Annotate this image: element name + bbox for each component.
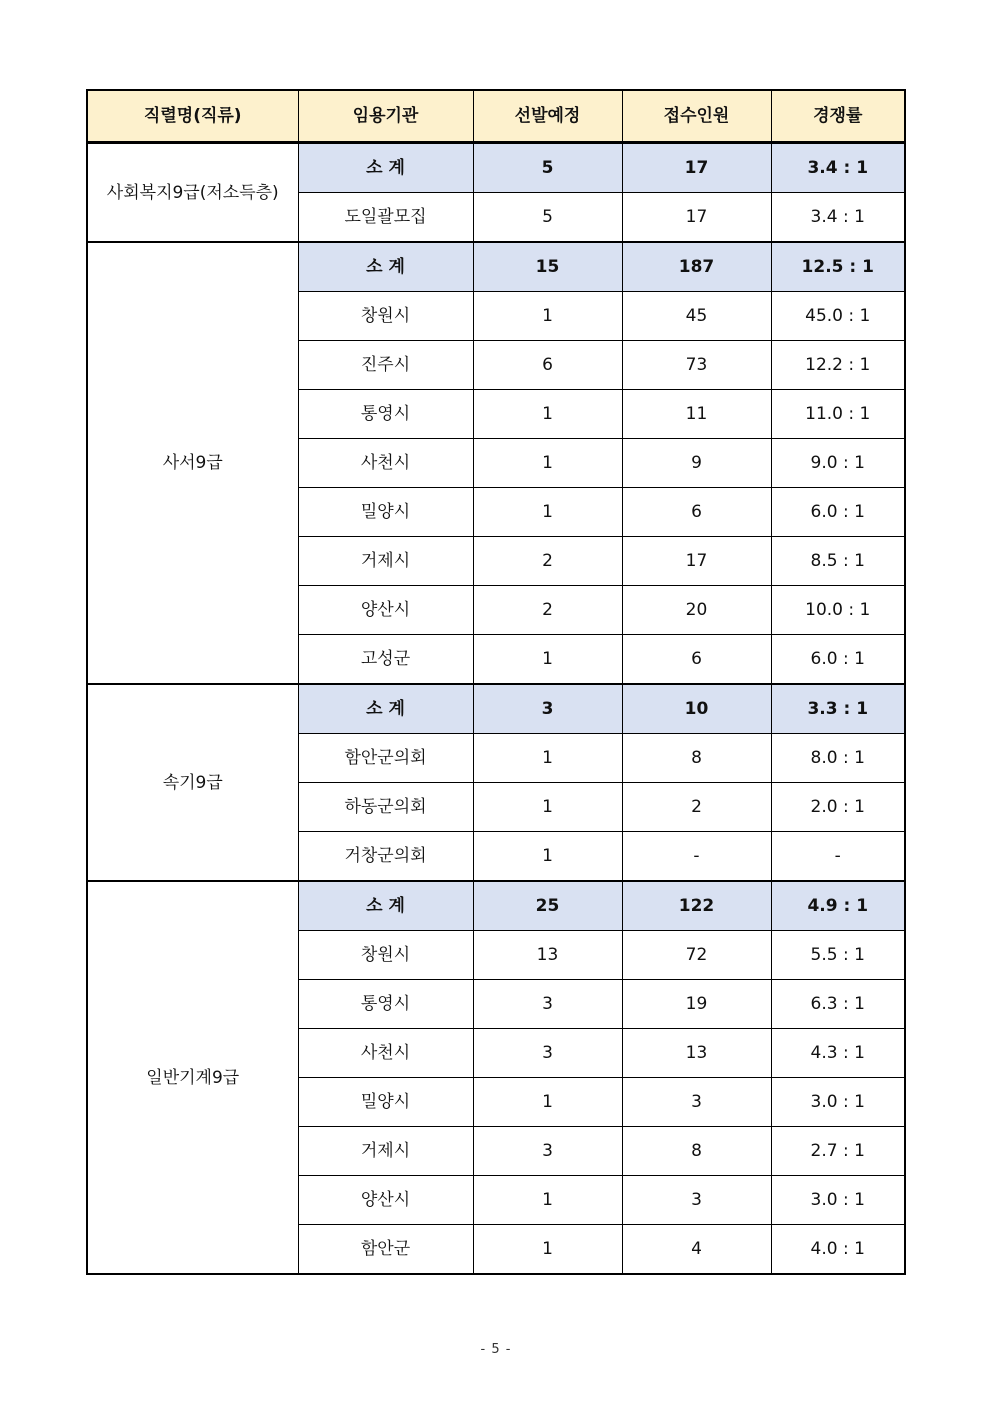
subtotal-label: 소 계 <box>298 143 473 193</box>
ratio-cell: 4.0 : 1 <box>771 1225 905 1275</box>
planned-cell: 1 <box>473 488 622 537</box>
agency-cell: 고성군 <box>298 635 473 685</box>
header-applicants: 접수인원 <box>622 90 771 143</box>
agency-cell: 사천시 <box>298 1029 473 1078</box>
ratio-cell: 5.5 : 1 <box>771 931 905 980</box>
subtotal-planned: 3 <box>473 684 622 734</box>
planned-cell: 2 <box>473 537 622 586</box>
agency-cell: 거제시 <box>298 1127 473 1176</box>
ratio-cell: 12.2 : 1 <box>771 341 905 390</box>
ratio-cell: 3.0 : 1 <box>771 1078 905 1127</box>
position-name: 사서9급 <box>87 242 298 684</box>
planned-cell: 6 <box>473 341 622 390</box>
ratio-cell: 10.0 : 1 <box>771 586 905 635</box>
planned-cell: 1 <box>473 439 622 488</box>
applicants-cell: 2 <box>622 783 771 832</box>
ratio-cell: 3.4 : 1 <box>771 193 905 243</box>
agency-cell: 양산시 <box>298 586 473 635</box>
subtotal-row <box>87 881 905 931</box>
ratio-cell: 4.3 : 1 <box>771 1029 905 1078</box>
applicants-cell: 17 <box>622 537 771 586</box>
agency-cell: 거제시 <box>298 537 473 586</box>
subtotal-ratio: 4.9 : 1 <box>771 881 905 931</box>
planned-cell: 1 <box>473 292 622 341</box>
table-header <box>87 90 905 143</box>
subtotal-label: 소 계 <box>298 881 473 931</box>
applicants-cell: 3 <box>622 1176 771 1225</box>
position-name: 사회복지9급(저소득층) <box>87 143 298 243</box>
subtotal-applicants: 187 <box>622 242 771 292</box>
applicants-cell: 8 <box>622 734 771 783</box>
agency-cell: 밀양시 <box>298 1078 473 1127</box>
applicants-cell: 13 <box>622 1029 771 1078</box>
ratio-cell: 3.0 : 1 <box>771 1176 905 1225</box>
planned-cell: 13 <box>473 931 622 980</box>
applicants-cell: 8 <box>622 1127 771 1176</box>
planned-cell: 3 <box>473 1127 622 1176</box>
applicants-cell: 73 <box>622 341 771 390</box>
planned-cell: 1 <box>473 635 622 685</box>
planned-cell: 3 <box>473 1029 622 1078</box>
ratio-cell: 8.5 : 1 <box>771 537 905 586</box>
applicants-cell: - <box>622 832 771 882</box>
subtotal-planned: 25 <box>473 881 622 931</box>
subtotal-applicants: 17 <box>622 143 771 193</box>
agency-cell: 하동군의회 <box>298 783 473 832</box>
planned-cell: 1 <box>473 1176 622 1225</box>
planned-cell: 1 <box>473 832 622 882</box>
agency-cell: 거창군의회 <box>298 832 473 882</box>
applicants-cell: 45 <box>622 292 771 341</box>
planned-cell: 1 <box>473 783 622 832</box>
agency-cell: 창원시 <box>298 292 473 341</box>
agency-cell: 밀양시 <box>298 488 473 537</box>
ratio-cell: 45.0 : 1 <box>771 292 905 341</box>
ratio-cell: 6.3 : 1 <box>771 980 905 1029</box>
applicants-cell: 72 <box>622 931 771 980</box>
header-planned: 선발예정 <box>473 90 622 143</box>
agency-cell: 함안군의회 <box>298 734 473 783</box>
ratio-cell: 2.0 : 1 <box>771 783 905 832</box>
planned-cell: 1 <box>473 734 622 783</box>
competition-rate-table <box>86 89 906 1275</box>
planned-cell: 2 <box>473 586 622 635</box>
ratio-cell: - <box>771 832 905 882</box>
applicants-cell: 20 <box>622 586 771 635</box>
planned-cell: 5 <box>473 193 622 243</box>
subtotal-ratio: 3.3 : 1 <box>771 684 905 734</box>
agency-cell: 도일괄모집 <box>298 193 473 243</box>
header-position: 직렬명(직류) <box>87 90 298 143</box>
ratio-cell: 2.7 : 1 <box>771 1127 905 1176</box>
applicants-cell: 9 <box>622 439 771 488</box>
applicants-cell: 3 <box>622 1078 771 1127</box>
planned-cell: 1 <box>473 390 622 439</box>
agency-cell: 창원시 <box>298 931 473 980</box>
ratio-cell: 11.0 : 1 <box>771 390 905 439</box>
ratio-cell: 9.0 : 1 <box>771 439 905 488</box>
subtotal-row <box>87 242 905 292</box>
page-number: - 5 - <box>480 1342 512 1357</box>
subtotal-planned: 5 <box>473 143 622 193</box>
planned-cell: 1 <box>473 1225 622 1275</box>
subtotal-ratio: 3.4 : 1 <box>771 143 905 193</box>
ratio-cell: 6.0 : 1 <box>771 635 905 685</box>
agency-cell: 통영시 <box>298 390 473 439</box>
subtotal-ratio: 12.5 : 1 <box>771 242 905 292</box>
subtotal-row <box>87 684 905 734</box>
subtotal-label: 소 계 <box>298 684 473 734</box>
position-name: 일반기계9급 <box>87 881 298 1274</box>
ratio-cell: 6.0 : 1 <box>771 488 905 537</box>
subtotal-planned: 15 <box>473 242 622 292</box>
subtotal-applicants: 122 <box>622 881 771 931</box>
applicants-cell: 6 <box>622 635 771 685</box>
subtotal-label: 소 계 <box>298 242 473 292</box>
planned-cell: 3 <box>473 980 622 1029</box>
ratio-cell: 8.0 : 1 <box>771 734 905 783</box>
applicants-cell: 19 <box>622 980 771 1029</box>
planned-cell: 1 <box>473 1078 622 1127</box>
applicants-cell: 11 <box>622 390 771 439</box>
table-body <box>87 143 905 1275</box>
agency-cell: 함안군 <box>298 1225 473 1275</box>
applicants-cell: 6 <box>622 488 771 537</box>
subtotal-applicants: 10 <box>622 684 771 734</box>
header-agency: 임용기관 <box>298 90 473 143</box>
subtotal-row <box>87 143 905 193</box>
header-row <box>87 90 905 143</box>
header-ratio: 경쟁률 <box>771 90 905 143</box>
agency-cell: 통영시 <box>298 980 473 1029</box>
applicants-cell: 17 <box>622 193 771 243</box>
position-name: 속기9급 <box>87 684 298 881</box>
agency-cell: 진주시 <box>298 341 473 390</box>
agency-cell: 양산시 <box>298 1176 473 1225</box>
agency-cell: 사천시 <box>298 439 473 488</box>
applicants-cell: 4 <box>622 1225 771 1275</box>
